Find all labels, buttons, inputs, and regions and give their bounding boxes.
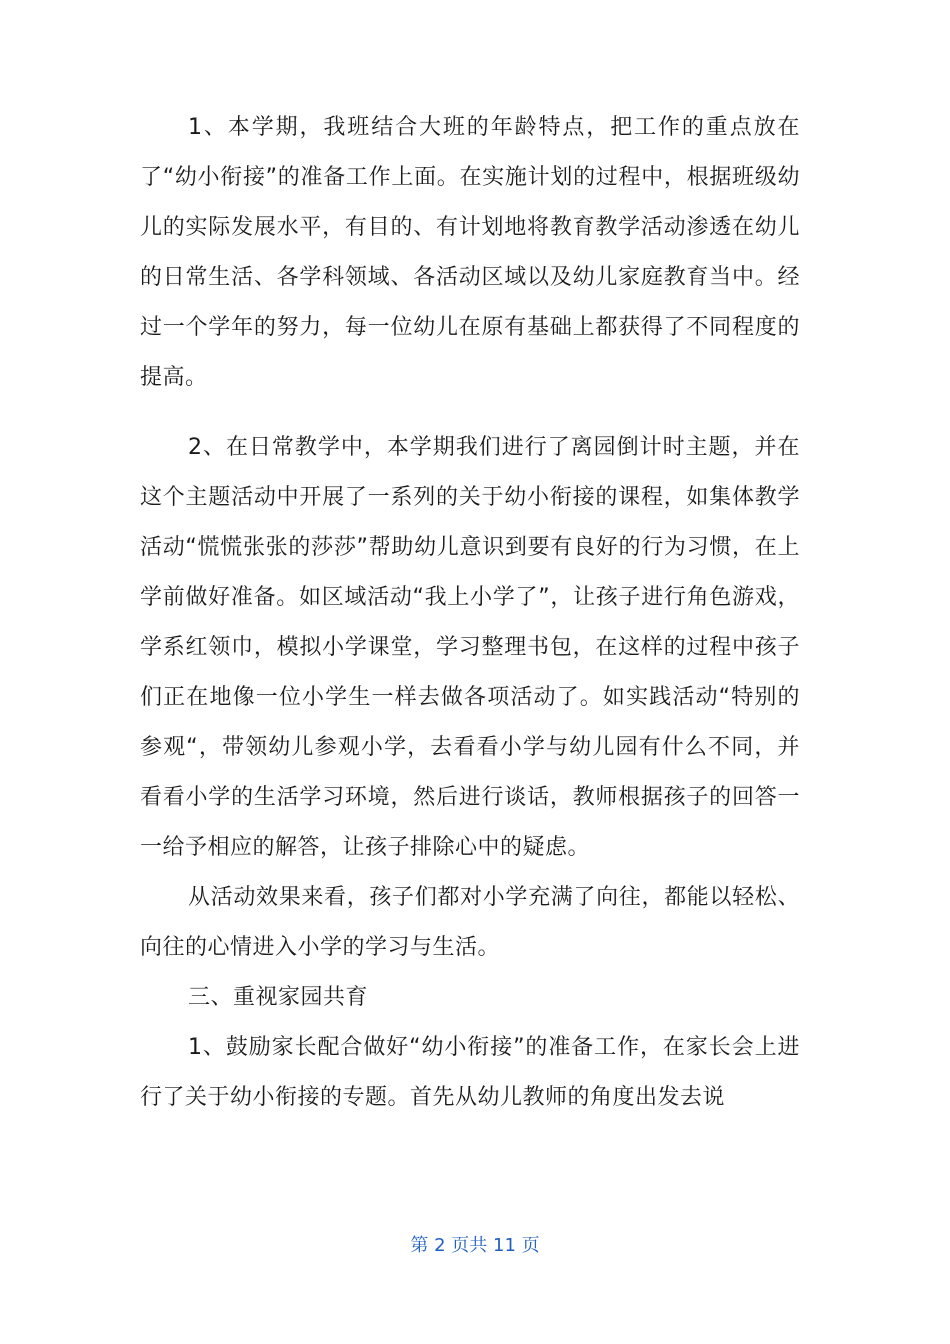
- section-heading: 三、重视家园共育: [188, 985, 369, 1010]
- page-number-footer: 第 2 页共 11 页: [410, 1235, 540, 1256]
- paragraph-4: 1、鼓励家长配合做好“幼小衔接”的准备工作，在家长会上进行了关于幼小衔接的专题。首先从幼儿教师的角度出发去说: [140, 1035, 800, 1110]
- document-body: [140, 103, 800, 1123]
- paragraph-2: 2、在日常教学中，本学期我们进行了离园倒计时主题，并在这个主题活动中开展了一系列的关于幼小衔接的课程，如集体教学活动“慌慌张张的莎莎”帮助幼儿意识到要有良好的行为习惯，在上学前做好准备。如区域活动“我上小学了”，让孩子进行角色游戏，学系红领巾，模拟小学课堂，学习整理书包，在这样的过程中孩子们正在地像一位小学生一样去做各项活动了。如实践活动“特别的参观“，带领幼儿参观小学，去看看小学与幼儿园有什么不同，并看看小学的生活学习环境，然后进行谈话，教师根据孩子的回答一一给予相应的解答，让孩子排除心中的疑虑。: [140, 435, 800, 860]
- paragraph-1: 1、本学期，我班结合大班的年龄特点，把工作的重点放在了“幼小衔接”的准备工作上面。在实施计划的过程中，根据班级幼儿的实际发展水平，有目的、有计划地将教育教学活动渗透在幼儿的日常生活、各学科领域、各活动区域以及幼儿家庭教育当中。经过一个学年的努力，每一位幼儿在原有基础上都获得了不同程度的提高。: [140, 115, 800, 390]
- paragraph-3: 从活动效果来看，孩子们都对小学充满了向往，都能以轻松、向往的心情进入小学的学习与生活。: [140, 885, 800, 960]
